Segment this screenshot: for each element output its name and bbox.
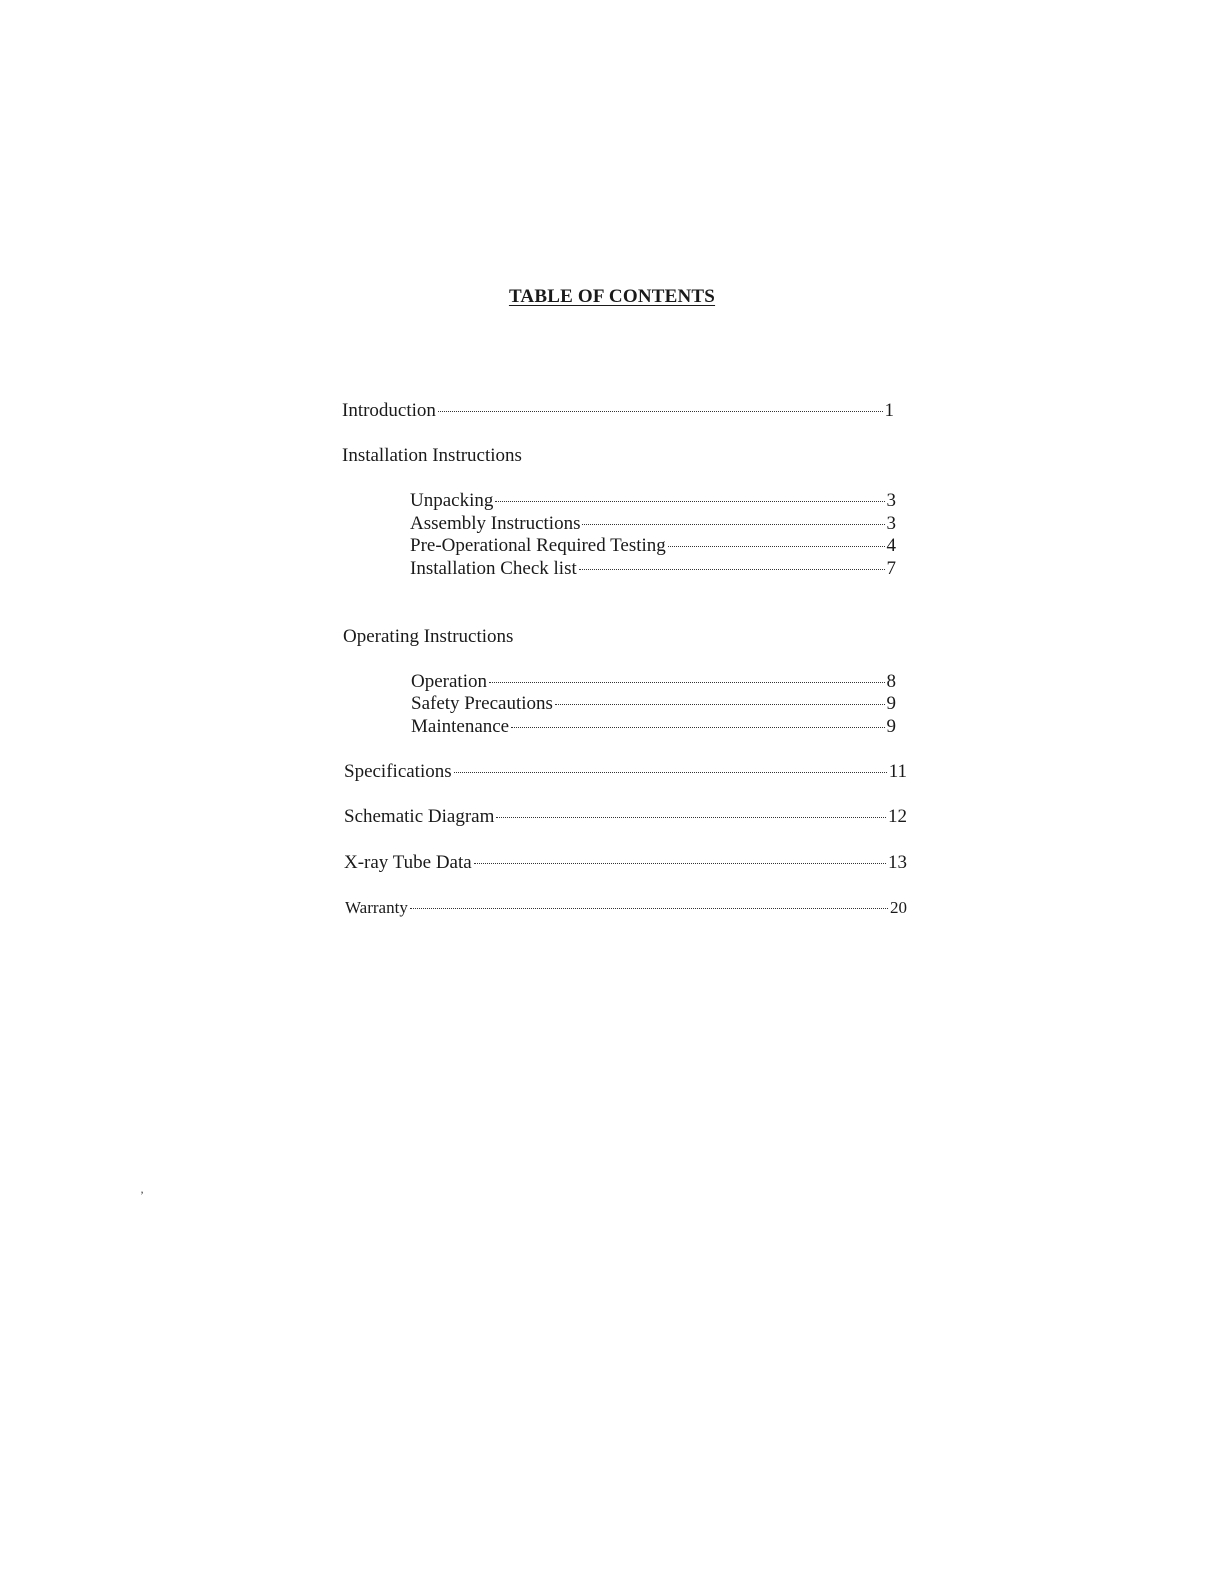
toc-label: Maintenance xyxy=(411,716,510,737)
toc-page-number: 20 xyxy=(890,898,907,917)
toc-label: Schematic Diagram xyxy=(344,806,495,827)
toc-entry-checklist xyxy=(410,558,896,580)
toc-page-number: 4 xyxy=(886,535,896,556)
toc-page-number: 7 xyxy=(886,558,896,579)
dot-leader xyxy=(579,569,885,570)
toc-page-number: 9 xyxy=(886,716,896,737)
toc-label: Introduction xyxy=(342,400,436,421)
toc-label: Specifications xyxy=(344,761,452,782)
toc-label: Safety Precautions xyxy=(411,693,553,714)
toc-label: Installation Check list xyxy=(410,558,577,579)
page-title: TABLE OF CONTENTS xyxy=(508,286,716,307)
section-heading-operating: Operating Instructions xyxy=(343,626,514,647)
toc-entry-safety xyxy=(411,693,896,715)
dot-leader xyxy=(454,772,887,773)
dot-leader xyxy=(555,704,885,705)
toc-entry-xray xyxy=(344,852,907,874)
dot-leader xyxy=(496,817,886,818)
toc-entry-specifications xyxy=(344,761,907,783)
toc-entry-unpacking xyxy=(410,490,896,512)
dot-leader xyxy=(489,682,885,683)
toc-page-number: 11 xyxy=(888,761,907,782)
toc-entry-operation xyxy=(411,671,896,693)
dot-leader xyxy=(668,546,885,547)
dot-leader xyxy=(474,863,886,864)
toc-entry-maintenance xyxy=(411,716,896,738)
toc-label: Operation xyxy=(411,671,487,692)
section-heading-installation: Installation Instructions xyxy=(342,445,522,466)
dot-leader xyxy=(410,908,888,909)
toc-page-number: 12 xyxy=(888,806,907,827)
dot-leader xyxy=(511,727,884,728)
dot-leader xyxy=(495,501,884,502)
toc-label: Pre-Operational Required Testing xyxy=(410,535,666,556)
scan-speck-mark: ’ xyxy=(140,1188,144,1202)
toc-entry-schematic xyxy=(344,806,907,828)
toc-entry-warranty xyxy=(345,897,907,919)
toc-page-number: 9 xyxy=(886,693,896,714)
toc-page-number: 8 xyxy=(886,671,896,692)
toc-label: Unpacking xyxy=(410,490,494,511)
toc-entry-introduction xyxy=(342,400,894,422)
toc-page-number: 13 xyxy=(888,852,907,873)
toc-entry-assembly xyxy=(410,513,896,535)
toc-label: Warranty xyxy=(345,898,408,917)
toc-label: X-ray Tube Data xyxy=(344,852,472,873)
toc-entry-preop xyxy=(410,535,896,557)
toc-page-number: 3 xyxy=(886,490,896,511)
dot-leader xyxy=(582,524,884,525)
toc-page-number: 1 xyxy=(884,400,894,421)
toc-page-number: 3 xyxy=(886,513,896,534)
dot-leader xyxy=(438,411,883,412)
toc-label: Assembly Instructions xyxy=(410,513,581,534)
